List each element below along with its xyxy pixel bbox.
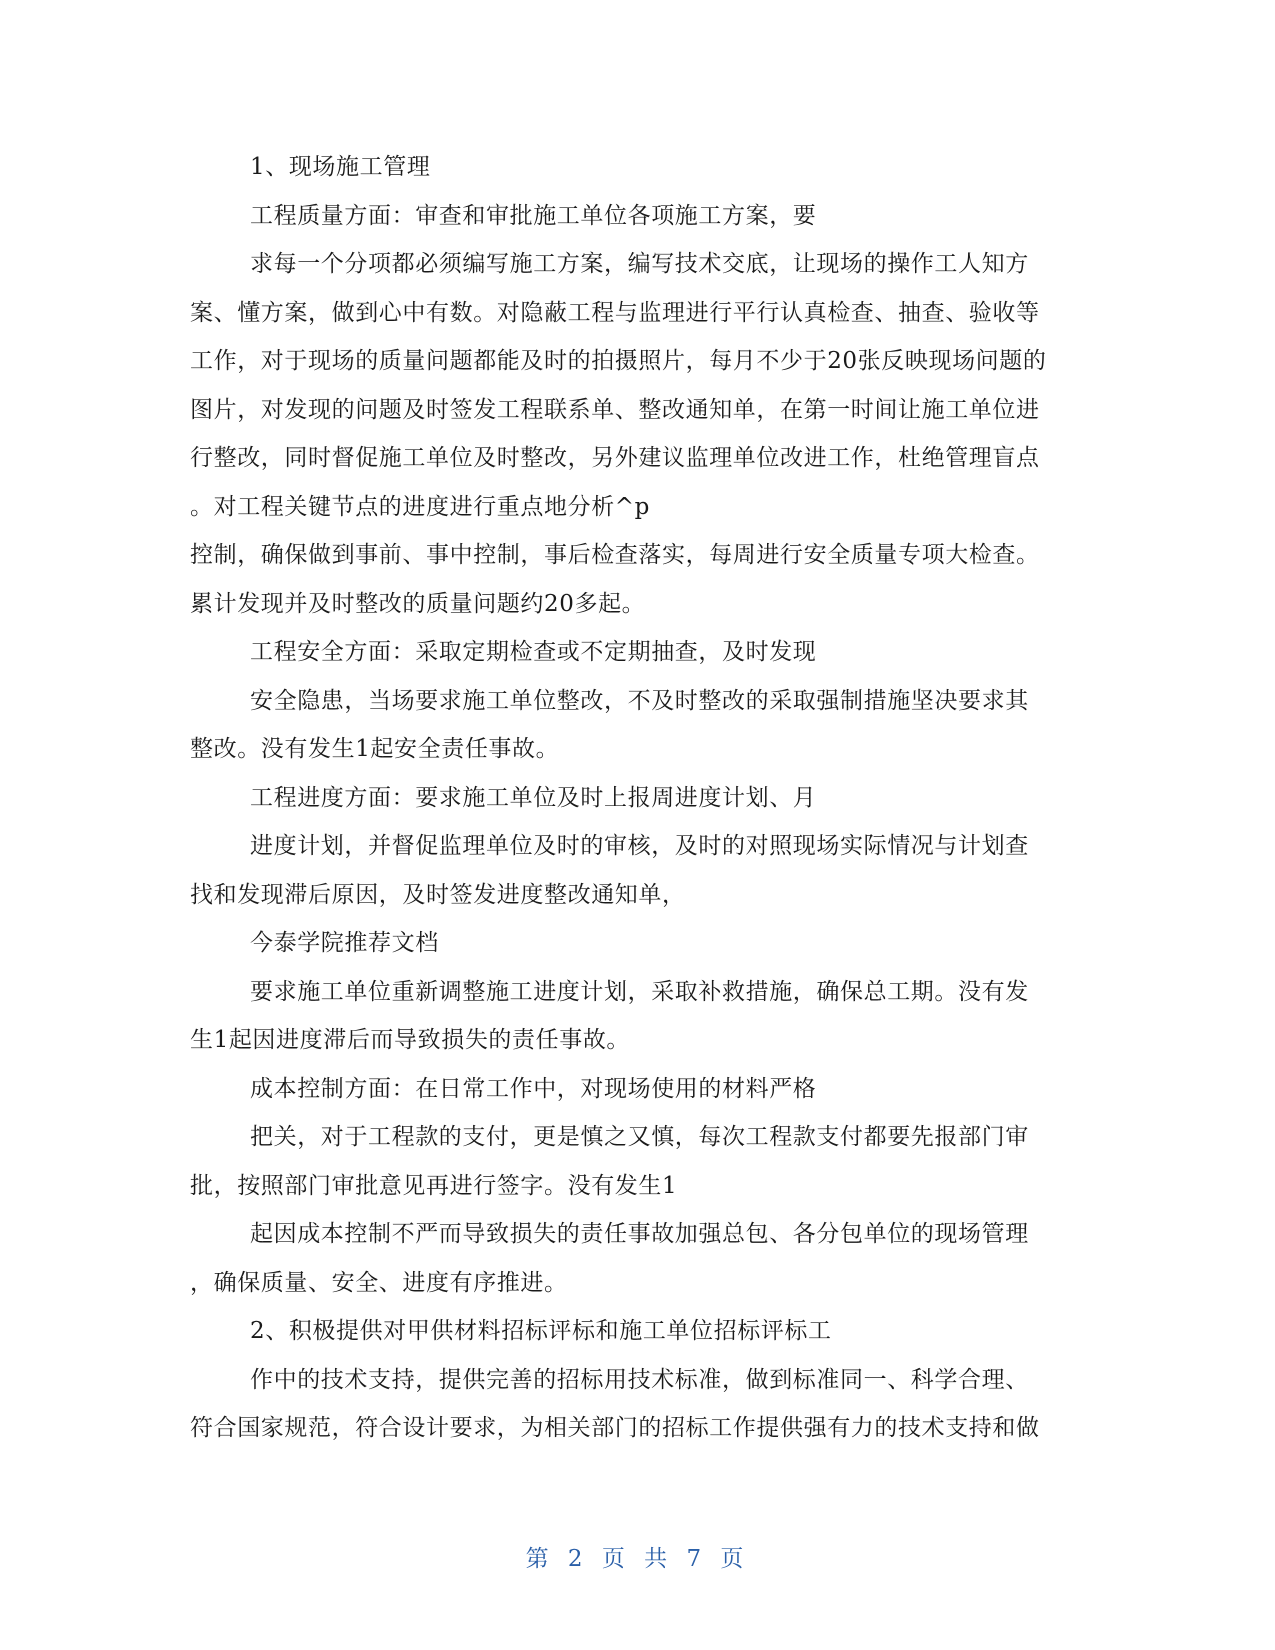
text-line: 2、积极提供对甲供材料招标评标和施工单位招标评标工 xyxy=(250,1318,832,1344)
text-line: 1、现场施工管理 xyxy=(250,154,431,180)
text-line: 控制，确保做到事前、事中控制，事后检查落实，每周进行安全质量专项大检查。 xyxy=(190,542,1040,568)
text-line: 工程进度方面：要求施工单位及时上报周进度计划、月 xyxy=(250,784,817,811)
text-line: 。对工程关键节点的进度进行重点地分析^p xyxy=(190,493,650,520)
document-body xyxy=(190,143,1090,1453)
text-line: 工程质量方面：审查和审批施工单位各项施工方案，要 xyxy=(250,202,817,229)
text-line: 今泰学院推荐文档 xyxy=(250,930,439,956)
text-line: 累计发现并及时整改的质量问题约20多起。 xyxy=(190,590,646,617)
text-line: 符合国家规范，符合设计要求，为相关部门的招标工作提供强有力的技术支持和做 xyxy=(190,1415,1040,1441)
text-line: 图片，对发现的问题及时签发工程联系单、整改通知单，在第一时间让施工单位进 xyxy=(190,396,1040,423)
text-line: 安全隐患，当场要求施工单位整改，不及时整改的采取强制措施坚决要求其 xyxy=(250,687,1029,714)
text-line: 工作，对于现场的质量问题都能及时的拍摄照片，每月不少于20张反映现场问题的 xyxy=(190,348,1047,374)
text-line: 成本控制方面：在日常工作中，对现场使用的材料严格 xyxy=(250,1075,817,1102)
text-line: 作中的技术支持，提供完善的招标用技术标准，做到标准同一、科学合理、 xyxy=(250,1366,1029,1393)
text-line: 整改。没有发生1起安全责任事故。 xyxy=(190,736,560,762)
text-line: 批，按照部门审批意见再进行签字。没有发生1 xyxy=(190,1172,678,1199)
text-line: 进度计划，并督促监理单位及时的审核，及时的对照现场实际情况与计划查 xyxy=(250,833,1029,859)
text-line: 生1起因进度滞后而导致损失的责任事故。 xyxy=(190,1027,631,1053)
text-line: 要求施工单位重新调整施工进度计划，采取补救措施，确保总工期。没有发 xyxy=(250,978,1029,1005)
text-line: 找和发现滞后原因，及时签发进度整改通知单， xyxy=(190,881,686,908)
text-line: ，确保质量、安全、进度有序推进。 xyxy=(190,1269,568,1296)
text-line: 求每一个分项都必须编写施工方案，编写技术交底，让现场的操作工人知方 xyxy=(250,251,1029,277)
text-line: 把关，对于工程款的支付，更是慎之又慎，每次工程款支付都要先报部门审 xyxy=(250,1124,1029,1150)
text-line: 工程安全方面：采取定期检查或不定期抽查，及时发现 xyxy=(250,639,817,665)
text-line: 案、懂方案，做到心中有数。对隐蔽工程与监理进行平行认真检查、抽查、验收等 xyxy=(190,299,1040,326)
page-footer: 第 2 页 共 7 页 xyxy=(525,1546,750,1572)
text-line: 行整改，同时督促施工单位及时整改，另外建议监理单位改进工作，杜绝管理盲点 xyxy=(190,445,1040,471)
text-line: 起因成本控制不严而导致损失的责任事故加强总包、各分包单位的现场管理 xyxy=(250,1221,1029,1247)
